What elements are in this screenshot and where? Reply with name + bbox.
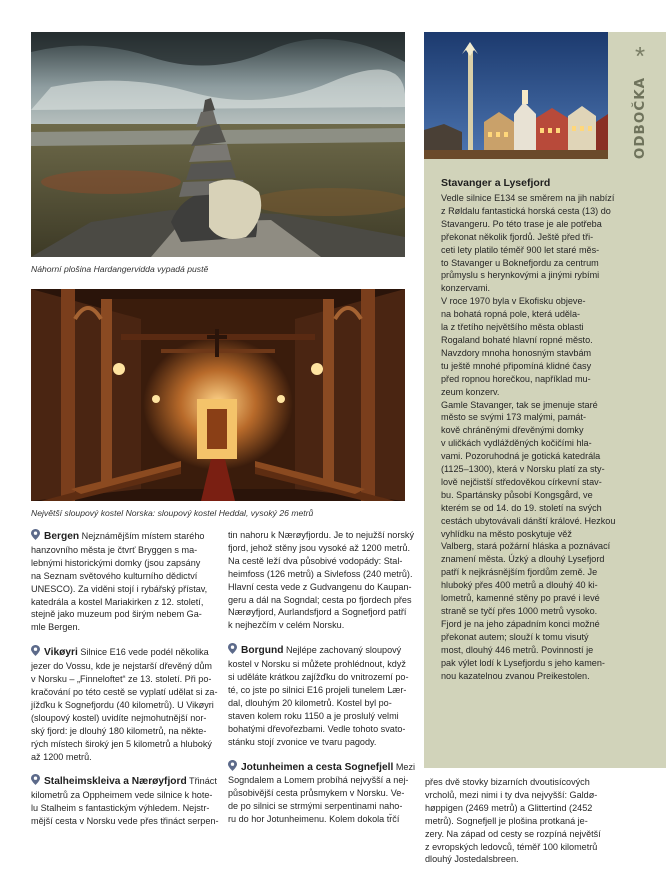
sidebar-line: překonat autem; slouží k tomu visutý (441, 631, 589, 642)
text-column-1 (31, 529, 219, 828)
stavanger-photo (424, 32, 608, 159)
sidebar-line: Rogaland bohaté hlavní ropné město. (441, 334, 593, 345)
entry-line: působivější cesta průsmykem v Norsku. Ve- (228, 788, 405, 799)
entry-line: Nejznámějším místem starého (79, 531, 205, 541)
sidebar-line: cestách ubytovávali dánští králové. Hezkou (441, 515, 616, 526)
sidebar-line: Fjord je na jeho západním konci možné (441, 618, 600, 629)
sidebar-line: V roce 1970 byla v Ekofisku objeve- (441, 296, 586, 307)
entry-line: rých místech široký jen 5 kilometrů a hluboký (31, 738, 212, 749)
entry-line: kračování po této cestě se vyplatí udělat si za- (31, 686, 218, 697)
asterisk-icon: * (634, 41, 646, 71)
hardangervidda-photo (31, 32, 405, 257)
entry-line: až 1200 metrů. (31, 751, 92, 762)
entry-line: metrů). Sognefjell je plošina protkaná je- (425, 815, 588, 826)
entry-line: přes dvě stovky bizarních dvoutisícových (425, 777, 590, 787)
sidebar-line: Navzdory mnoha honosným stavbám (441, 347, 592, 358)
entry-line: té, co jste po silnici E16 projeli tunelem Lær- (228, 684, 407, 695)
sidebar-line: nou kazatelnou zvanou Preikestolen. (441, 670, 590, 681)
entry-line: z evropských ledovců, téměř 100 kilometrů (425, 841, 598, 852)
entry-line: tin nahoru k Nærøyfjordu. Je to nejužší norský (228, 530, 414, 540)
entry-line: Hlavní cesta vede z Gudvangenu do Kaupan- (228, 581, 412, 592)
entry-line: ský fjord: je dlouhý 180 kilometrů, na někte- (31, 725, 207, 736)
entry-line: UNESCO). Za viděni stojí i rybářský přístav, (31, 583, 208, 594)
sidebar-line: z Røldalu fantastická horská cesta (13) do (441, 205, 611, 216)
entry-line: zery. Na západ od cesty se rozpíná největší (425, 828, 601, 839)
entry-line: staven kolem roku 1150 a je proslulý velmi (228, 710, 399, 721)
location-pin-icon (31, 645, 40, 656)
entry-line: hanzovního města je čtvrť Bryggen s ma- (31, 544, 198, 555)
sidebar-line: ceti lety platilo téměř 900 let staré měs- (441, 244, 600, 255)
top-photo-caption: Náhorní plošina Hardangervidda vypadá pustě (31, 264, 209, 274)
entry-line: fjord, jehož stěny jsou vysoké až 1200 metrů. (228, 542, 410, 553)
entry-line: dal, dlouhým 20 kilometrů. Kostel byl po- (228, 697, 392, 708)
heddal-church-photo (31, 289, 405, 501)
entry-line: kostel v Norsku si můžete prohlédnout, když (228, 659, 406, 670)
entry-line: jížďku k Sognefjordu (40 kilometrů). U Vikøyri (31, 699, 214, 710)
entry-line: mější cesta v Norsku vede přes třináct serpen- (31, 816, 219, 827)
entry-line: lu Stalheim s fantastickým výhledem. Nejstr- (31, 803, 210, 814)
location-pin-icon (228, 643, 237, 654)
sidebar-line: la z třetího největšího města oblasti (441, 322, 584, 333)
entry-line: kilometrů za Oppheimem vede silnice k hote- (31, 790, 213, 801)
entry-borgund (228, 643, 410, 748)
sidebar-line: překonat několik fjordů. Ještě před tři- (441, 231, 594, 242)
entry-line: Na cestě leží dva působivé vodopády: Stal- (228, 555, 403, 566)
entry-line: lebnými historickými domky (jsou zapsány (31, 557, 201, 568)
sidebar-line: vami. Pozoruhodná je gotická katedrála (441, 451, 601, 462)
entry-stalheimskleiva (31, 774, 219, 828)
entry-line: (sloupový kostel) uvidíte nejmohutnější nor- (31, 712, 207, 723)
entry-line: Nærøyfjord, Aurlandsfjord a Sognefjord patří (228, 607, 407, 618)
entry-line: ru do hor Jotunheimenu. Kolem dokola tr̆čí (228, 814, 400, 825)
entry-line: Sogndalem a Lomem probíhá nejvyšší a nej- (228, 775, 409, 786)
entry-line: katedrála a kostel Mariakirken z 12. století, (31, 596, 204, 607)
sidebar-line: pak výlet lodí k Lysefjordu s jeho kamen- (441, 657, 605, 668)
entry-title: Vikøyri (44, 647, 78, 659)
entry-line: dlouhý Jostedalsbreen. (425, 854, 519, 865)
sidebar-line: Vedle silnice E134 se směrem na jih nabízí (441, 193, 615, 203)
entry-line: v Norsku – „Finneloftet“ ze 13. století. Při po- (31, 674, 212, 685)
sidebar-line: lometrů, kamenné stěny po pravé i levé (441, 593, 600, 604)
entry-title: Stalheimskleiva a Nærøyfjord (44, 776, 187, 788)
entry-line: si uděláte krátkou zajížďku do vnitrozemí po- (228, 672, 409, 683)
sidebar-line: na bohatá ropná pole, která uděla- (441, 309, 581, 320)
sidebar-line: průmyslu s herynkovými a jinými rybími (441, 270, 600, 281)
sidebar-line: (1125–1300), která v Norsku platí za sty- (441, 464, 605, 475)
entry-line: Třináct (186, 776, 217, 787)
text-column-3 (425, 776, 607, 866)
sidebar-text (425, 192, 616, 682)
sidebar-line: lově nejčistší středověkou církevní stav- (441, 476, 602, 487)
entry-line: na Seznam světového kulturního dědictví (31, 570, 198, 581)
church-photo-caption: Největší sloupový kostel Norska: sloupový kostel Heddal, vysoký 26 metrů (31, 508, 314, 518)
sidebar-line: konzervami. (441, 283, 491, 294)
sidebar-line: Valberg, stará požární hláska a poznávací (441, 541, 611, 552)
entry-line: Mezi (393, 761, 416, 772)
entry-vikoyri (31, 645, 218, 763)
text-column-2 (228, 529, 416, 826)
sidebar-line: bu. Spartánsky působí Kongsgård, ve (441, 489, 593, 500)
sidebar-line: před ropnou horečkou, například mu- (441, 373, 591, 384)
entry-line: de po silnici se strmými serpentinami naho- (228, 801, 403, 812)
sidebar-line: v uličkách vydlážděných kočičími hla- (441, 438, 592, 449)
entry-line: k nejhezčím v celém Norsku. (228, 620, 345, 631)
sidebar-line: tu ještě mnohé připomíná klidné časy (441, 360, 592, 371)
sidebar-line: to Stavanger u Boknefjordu za centrum (441, 257, 599, 268)
entry-line: stejně jako muzeum pod širým nebem Ga- (31, 609, 202, 620)
sidebar-line: patří k nejkrásnějším fjordům země. Je (441, 567, 598, 578)
entry-line: mle Bergen. (31, 622, 81, 633)
entry-jotunheimen (228, 760, 416, 827)
sidebar-line: most, dlouhý 446 metrů. Povinností je (441, 644, 594, 655)
entry-bergen (31, 529, 213, 634)
sidebar-line: straně se tyčí přes 1000 metrů vysoko. (441, 606, 598, 616)
odbocka-label (628, 41, 652, 160)
sidebar-title: Stavanger a Lysefjord (441, 177, 551, 189)
entry-line: stánku stojí zvonice ve tvaru pagody. (228, 736, 377, 747)
sidebar-line: Gamle Stavanger, tak se jmenuje staré (441, 399, 598, 410)
sidebar-line: Stavangeru. Po této trase je ale potřeba (441, 218, 602, 229)
entry-title: Bergen (44, 531, 80, 542)
entry-line: geru a dál na Sogndal; cesta po fjordech přes (228, 594, 412, 605)
entry-line: Silnice E16 vede podél několika (77, 647, 209, 658)
section-label: ODBOČKA (632, 76, 648, 160)
entry-line: bohatými dřevořezbami. Vedle tohoto svato- (228, 723, 406, 734)
entry-line: vrcholů, mezi nimi i ty dva nejvyšší: Galdø- (425, 789, 598, 800)
sidebar-line: město se svými 173 malými, památ- (441, 412, 587, 423)
sidebar-line: kterém se od 14. do 19. století na svých (441, 502, 602, 513)
entry-title: Borgund (241, 645, 284, 657)
entry-line: jezer do Vossu, kde je nejstarší dřevěný dům (31, 661, 212, 672)
entry-line: høppigen (2469 metrů) a Glittertind (2452 (425, 802, 593, 813)
location-pin-icon (228, 760, 237, 771)
entry-line: Nejlépe zachovaný sloupový (283, 645, 402, 656)
entry-line: heimfoss (126 metrů) a Sivlefoss (240 metrů). (228, 568, 413, 579)
sidebar-line: kově chráněnými dřevěnými domky (441, 425, 584, 436)
sidebar-line: zeum konzerv. (441, 386, 500, 397)
sidebar-line: hluboký přes 400 metrů a dlouhý 40 ki- (441, 580, 598, 591)
location-pin-icon (31, 529, 40, 540)
entry-title: Jotunheimen a cesta Sognefjell (241, 761, 394, 773)
entry-naeroyfjord-cont (228, 529, 414, 632)
sidebar-line: vyhlídku na město poskytuje věž (441, 528, 572, 539)
sidebar-line: znamení města. Úzký a dlouhý Lysefjord (441, 554, 605, 565)
location-pin-icon (31, 774, 40, 785)
